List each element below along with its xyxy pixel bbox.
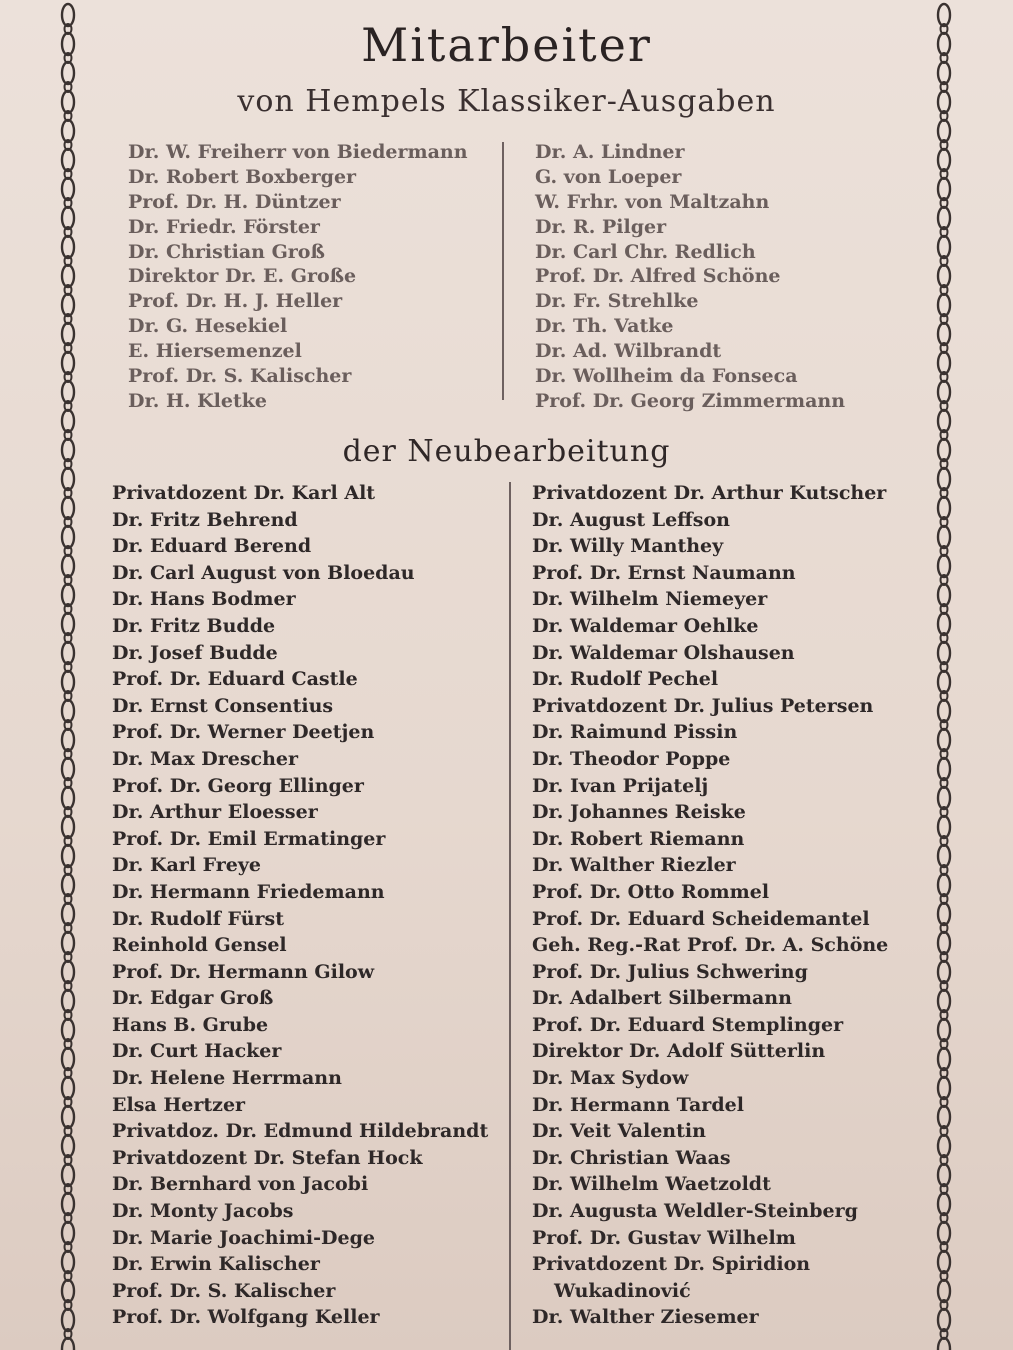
- list-item: Privatdozent Dr. Arthur Kutscher: [532, 482, 887, 504]
- list-item: Wukadinović: [554, 1279, 691, 1302]
- list-item: Prof. Dr. Gustav Wilhelm: [532, 1226, 796, 1249]
- list-item: W. Frhr. von Maltzahn: [535, 190, 770, 213]
- list-item: Privatdozent Dr. Karl Alt: [112, 482, 376, 504]
- list-item: Dr. Bernhard von Jacobi: [112, 1173, 369, 1196]
- list-item: Dr. Wilhelm Niemeyer: [532, 588, 768, 611]
- list-item: Dr. Fritz Budde: [112, 614, 276, 637]
- list-item: Dr. W. Freiherr von Biedermann: [128, 141, 468, 163]
- list-item: Dr. Wollheim da Fonseca: [535, 365, 798, 388]
- list-item: Privatdoz. Dr. Edmund Hildebrandt: [112, 1120, 489, 1143]
- list-item: Direktor Dr. Adolf Sütterlin: [532, 1040, 826, 1063]
- column-divider: [509, 482, 511, 1350]
- list-item: Dr. Waldemar Oehlke: [532, 614, 759, 637]
- list-item: Dr. Friedr. Förster: [128, 215, 320, 238]
- list-item: Dr. Curt Hacker: [112, 1040, 282, 1063]
- list-item: Prof. Dr. Georg Zimmermann: [535, 389, 846, 412]
- list-item: E. Hiersemenzel: [128, 340, 302, 363]
- list-item: Prof. Dr. Hermann Gilow: [112, 960, 375, 983]
- list-item: Dr. A. Lindner: [535, 141, 685, 163]
- original-contributors-left: [128, 140, 468, 414]
- revision-contributors-right: [532, 480, 888, 1331]
- list-item: Dr. Augusta Weldler-Steinberg: [532, 1200, 858, 1223]
- list-item: Dr. Walther Riezler: [532, 854, 736, 877]
- list-item: Dr. Edgar Groß: [112, 987, 274, 1010]
- list-item: Geh. Reg.-Rat Prof. Dr. A. Schöne: [532, 934, 889, 957]
- list-item: Dr. Rudolf Fürst: [112, 907, 284, 930]
- list-item: Privatdozent Dr. Stefan Hock: [112, 1146, 423, 1169]
- list-item: Dr. Erwin Kalischer: [112, 1253, 320, 1276]
- list-item: Dr. Robert Riemann: [532, 827, 745, 850]
- list-item: Dr. Max Sydow: [532, 1067, 689, 1090]
- list-item: Prof. Dr. Otto Rommel: [532, 880, 770, 903]
- list-item: Prof. Dr. Ernst Naumann: [532, 561, 796, 584]
- list-item: Elsa Hertzer: [112, 1093, 246, 1116]
- list-item: Dr. Ad. Wilbrandt: [535, 340, 722, 363]
- list-item: Dr. Fr. Strehlke: [535, 290, 699, 313]
- list-item: Prof. Dr. Werner Deetjen: [112, 721, 375, 744]
- list-item: Prof. Dr. H. Düntzer: [128, 190, 341, 213]
- list-item: Dr. Adalbert Silbermann: [532, 987, 792, 1010]
- list-item: Prof. Dr. S. Kalischer: [128, 365, 352, 388]
- list-item: Dr. Ivan Prijatelj: [532, 774, 709, 797]
- list-item: Dr. Christian Waas: [532, 1146, 731, 1169]
- original-contributors-right: [535, 140, 845, 414]
- column-divider: [502, 142, 504, 400]
- list-item: Dr. Arthur Eloesser: [112, 801, 318, 824]
- list-item: Dr. Christian Groß: [128, 240, 325, 263]
- list-item: G. von Loeper: [535, 165, 682, 188]
- list-item: Dr. Johannes Reiske: [532, 801, 746, 824]
- list-item: Dr. Max Drescher: [112, 747, 299, 770]
- list-item: Reinhold Gensel: [112, 934, 287, 957]
- list-item: Dr. Raimund Pissin: [532, 721, 738, 744]
- list-item: Dr. Marie Joachimi-Dege: [112, 1226, 375, 1249]
- list-item: Hans B. Grube: [112, 1013, 269, 1036]
- chain-border-right-icon: [932, 0, 956, 1350]
- list-item: Dr. Hermann Friedemann: [112, 880, 385, 903]
- list-item: Prof. Dr. Emil Ermatinger: [112, 827, 386, 850]
- list-item: Dr. Walther Ziesemer: [532, 1306, 759, 1329]
- list-item: Privatdozent Dr. Spiridion: [532, 1253, 811, 1276]
- list-item: Dr. Theodor Poppe: [532, 747, 731, 770]
- list-item: Dr. Wilhelm Waetzoldt: [532, 1173, 771, 1196]
- list-item: Dr. Hans Bodmer: [112, 588, 296, 611]
- list-item: Dr. H. Kletke: [128, 389, 268, 412]
- list-item: Prof. Dr. Julius Schwering: [532, 960, 808, 983]
- list-item: Dr. Willy Manthey: [532, 535, 724, 558]
- chain-border-left-icon: [56, 0, 80, 1350]
- list-item: Dr. Th. Vatke: [535, 315, 674, 338]
- list-item: Prof. Dr. Eduard Stemplinger: [532, 1013, 844, 1036]
- page-title: Mitarbeiter: [361, 18, 652, 72]
- section-heading-revision: der Neubearbeitung: [342, 434, 671, 469]
- revision-contributors-left: [112, 480, 488, 1331]
- list-item: Prof. Dr. S. Kalischer: [112, 1279, 336, 1302]
- list-item: Prof. Dr. Eduard Scheidemantel: [532, 907, 870, 930]
- list-item: Prof. Dr. Eduard Castle: [112, 668, 358, 691]
- list-item: Prof. Dr. Wolfgang Keller: [112, 1306, 380, 1329]
- list-item: Dr. Veit Valentin: [532, 1120, 706, 1143]
- list-item: Dr. G. Hesekiel: [128, 315, 288, 338]
- list-item: Prof. Dr. Georg Ellinger: [112, 774, 364, 797]
- list-item: Prof. Dr. H. J. Heller: [128, 290, 343, 313]
- list-item: Dr. Rudolf Pechel: [532, 668, 719, 691]
- list-item: Direktor Dr. E. Große: [128, 265, 357, 288]
- list-item: Dr. Josef Budde: [112, 641, 278, 664]
- list-item: Dr. Carl August von Bloedau: [112, 561, 415, 584]
- list-item: Dr. Monty Jacobs: [112, 1200, 294, 1223]
- page-subtitle: von Hempels Klassiker-Ausgaben: [237, 84, 776, 119]
- list-item: Dr. Helene Herrmann: [112, 1067, 342, 1090]
- list-item: Dr. August Leffson: [532, 508, 730, 531]
- list-item: Dr. Carl Chr. Redlich: [535, 240, 756, 263]
- list-item: Dr. R. Pilger: [535, 215, 667, 238]
- list-item: Dr. Waldemar Olshausen: [532, 641, 795, 664]
- list-item: Dr. Hermann Tardel: [532, 1093, 744, 1116]
- list-item: Prof. Dr. Alfred Schöne: [535, 265, 781, 288]
- list-item: Dr. Fritz Behrend: [112, 508, 298, 531]
- list-item: Dr. Ernst Consentius: [112, 694, 334, 717]
- list-item: Dr. Karl Freye: [112, 854, 262, 877]
- list-item: Privatdozent Dr. Julius Petersen: [532, 694, 874, 717]
- list-item: Dr. Robert Boxberger: [128, 165, 357, 188]
- list-item: Dr. Eduard Berend: [112, 535, 312, 558]
